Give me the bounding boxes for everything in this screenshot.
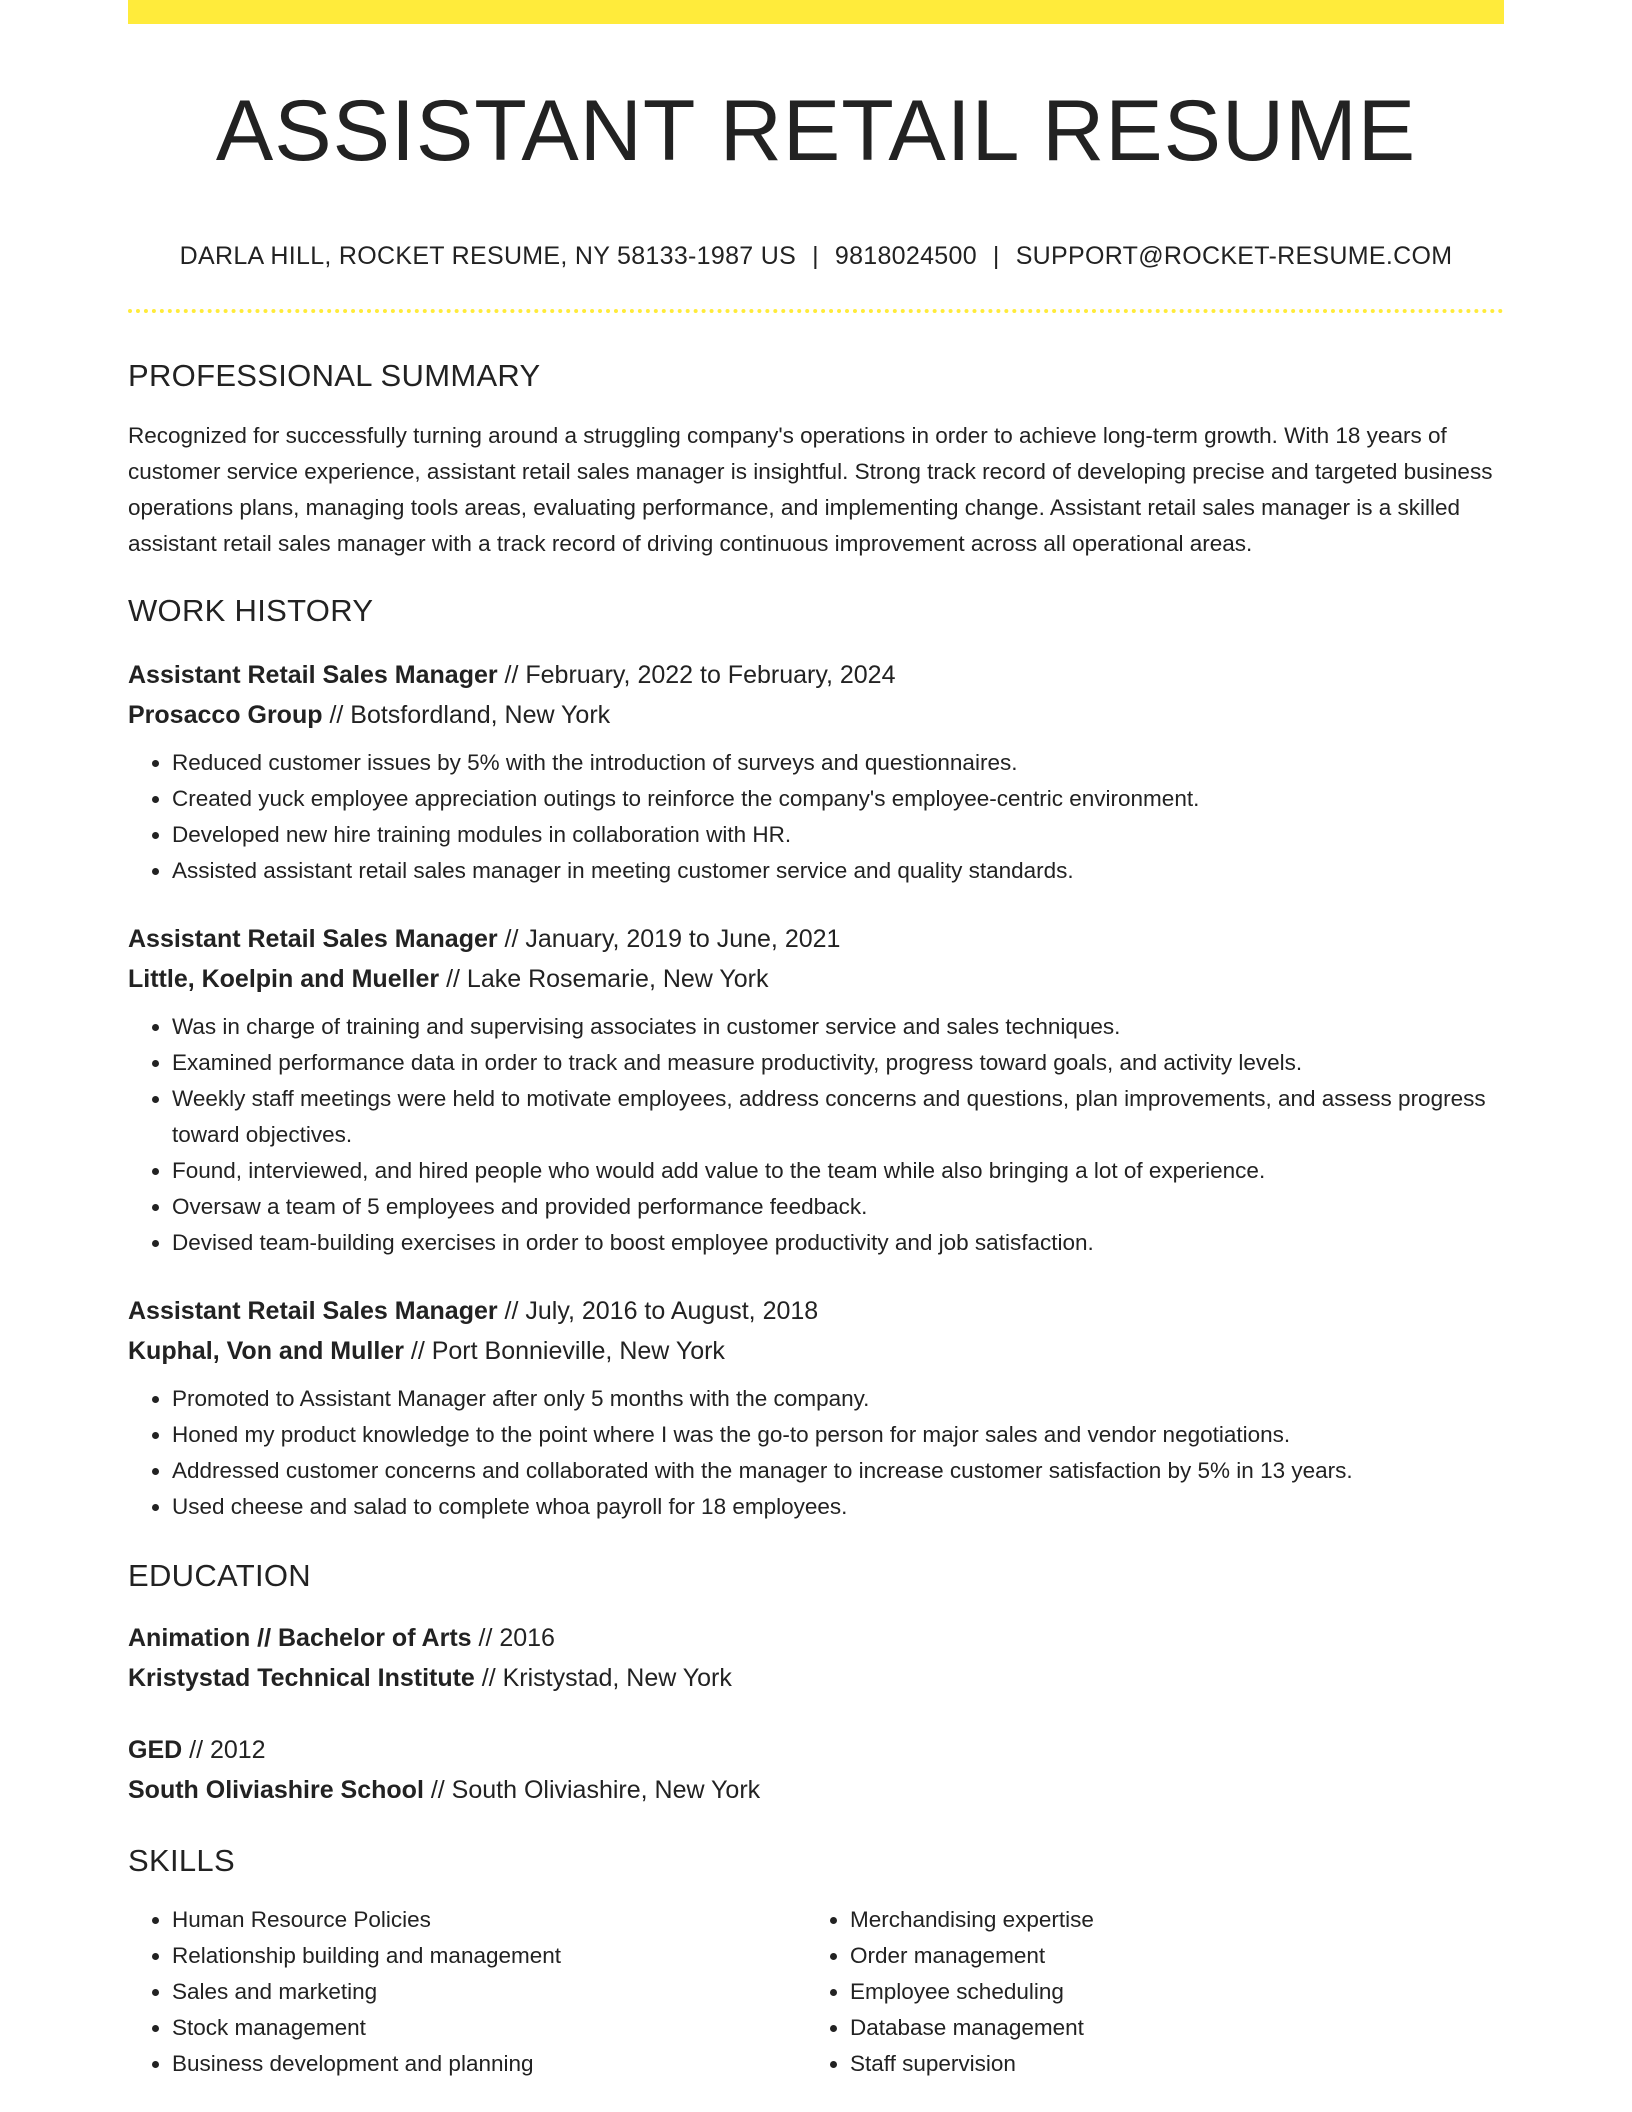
list-item: • Staff supervision [850,2046,1484,2082]
education-year: // 2012 [182,1736,266,1765]
skills-left-column [128,1902,806,2082]
education-school: Kristystad Technical Institute [128,1664,475,1693]
job-role: Assistant Retail Sales Manager [128,1297,498,1326]
education-entry [128,1618,1504,1698]
contact-email: SUPPORT@ROCKET-RESUME.COM [1015,241,1453,270]
skills-heading: SKILLS [128,1843,235,1879]
list-item: • Developed new hire training modules in collaboration with HR. [172,817,1504,853]
job-company-line [128,959,1504,999]
job-bullets [128,1009,1504,1261]
job-bullets [128,1381,1504,1525]
contact-phone: 9818024500 [834,241,977,270]
list-item: • Sales and marketing [172,1974,806,2010]
education-location: // South Oliviashire, New York [423,1776,761,1805]
job-company: Prosacco Group [128,701,323,730]
list-item: • Examined performance data in order to track and measure productivity, progress toward goals, and activity levels. [172,1045,1504,1081]
job-bullets [128,745,1504,889]
education-degree-line [128,1618,1504,1658]
job-title-line [128,1291,1504,1331]
contact-address: DARLA HILL, ROCKET RESUME, NY 58133-1987 US [179,241,797,270]
top-accent-bar [128,0,1504,24]
job-dates: // July, 2016 to August, 2018 [497,1297,819,1326]
education-school-line [128,1658,1504,1698]
list-item: • Merchandising expertise [850,1902,1484,1938]
list-item: • Reduced customer issues by 5% with the introduction of surveys and questionnaires. [172,745,1504,781]
education-year: // 2016 [471,1624,555,1653]
job-company-line [128,1331,1504,1371]
list-item: • Created yuck employee appreciation outings to reinforce the company's employee-centric environment. [172,781,1504,817]
job-company: Kuphal, Von and Muller [128,1337,404,1366]
list-item: • Addressed customer concerns and collaborated with the manager to increase customer satisfaction by 5% in 13 years. [172,1453,1504,1489]
education-school-line [128,1770,1504,1810]
resume-title: ASSISTANT RETAIL RESUME [215,83,1417,179]
list-item: • Assisted assistant retail sales manager in meeting customer service and quality standards. [172,853,1504,889]
list-item: • Honed my product knowledge to the point where I was the go-to person for major sales and vendor negotiations. [172,1417,1504,1453]
list-item: • Weekly staff meetings were held to motivate employees, address concerns and questions, plan improvements, and assess progress toward objectives. [172,1081,1504,1153]
job-entry [128,1291,1504,1525]
list-item: • Relationship building and management [172,1938,806,1974]
list-item: • Human Resource Policies [172,1902,806,1938]
job-location: // Lake Rosemarie, New York [439,965,769,994]
list-item: • Was in charge of training and supervising associates in customer service and sales techniques. [172,1009,1504,1045]
education-school: South Oliviashire School [128,1776,424,1805]
job-entry [128,919,1504,1261]
education-heading: EDUCATION [128,1558,311,1594]
job-location: // Port Bonnieville, New York [403,1337,725,1366]
job-company: Little, Koelpin and Mueller [128,965,440,994]
job-dates: // February, 2022 to February, 2024 [497,661,896,690]
summary-text: Recognized for successfully turning around a struggling company's operations in order to achieve long-term growth. With 18 years of customer service experience, assistant retail sales manager is insightful. Strong track record of developing precise and targeted business operations plans, managing tools areas, evaluating performance, and implementing change. Assistant retail sales manager is a skilled assistant retail sales manager with a track record of driving continuous improvement across all operational areas. [128,423,1493,557]
list-item: • Found, interviewed, and hired people who would add value to the team while also bringing a lot of experience. [172,1153,1504,1189]
list-item: • Order management [850,1938,1484,1974]
resume-page [128,0,1504,2082]
skills-columns [128,1902,1504,2082]
contact-separator: | [992,241,1000,270]
job-entry [128,655,1504,889]
contact-separator: | [812,241,819,270]
education-degree-line [128,1730,1504,1770]
education-degree: GED [128,1736,183,1765]
job-role: Assistant Retail Sales Manager [128,925,498,954]
list-item: • Business development and planning [172,2046,806,2082]
list-item: • Stock management [172,2010,806,2046]
job-location: // Botsfordland, New York [322,701,611,730]
education-degree: Animation // Bachelor of Arts [128,1624,472,1653]
job-title-line [128,655,1504,695]
skills-right-column [806,1902,1484,2082]
list-item: • Database management [850,2010,1484,2046]
job-title-line [128,919,1504,959]
list-item: • Employee scheduling [850,1974,1484,2010]
education-entry [128,1730,1504,1810]
dotted-divider [128,309,1504,313]
contact-line [128,241,1504,271]
job-company-line [128,695,1504,735]
summary-heading: PROFESSIONAL SUMMARY [128,357,541,393]
work-history-heading: WORK HISTORY [128,593,374,629]
list-item: • Oversaw a team of 5 employees and provided performance feedback. [172,1189,1504,1225]
job-dates: // January, 2019 to June, 2021 [497,925,841,954]
list-item: • Promoted to Assistant Manager after only 5 months with the company. [172,1381,1504,1417]
job-role: Assistant Retail Sales Manager [128,661,498,690]
list-item: • Used cheese and salad to complete whoa payroll for 18 employees. [172,1489,1504,1525]
list-item: • Devised team-building exercises in order to boost employee productivity and job satisfaction. [172,1225,1504,1261]
education-location: // Kristystad, New York [474,1664,732,1693]
